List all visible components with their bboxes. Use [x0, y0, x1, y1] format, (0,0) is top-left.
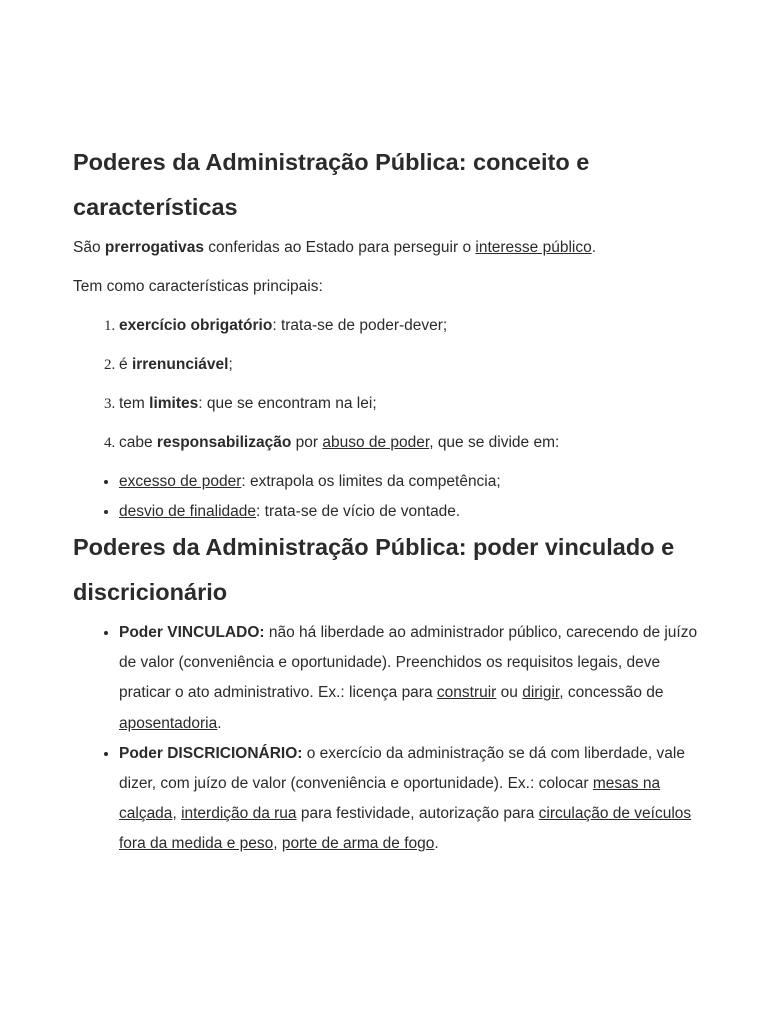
text-span: ou [496, 684, 523, 702]
abuso-list [73, 472, 703, 522]
list-item [119, 502, 703, 522]
text-span: , que se divide em: [429, 434, 560, 451]
link-desvio-de-finalidade[interactable]: desvio de finalidade [119, 503, 257, 520]
list-item [119, 739, 703, 860]
text-span: não há liberdade ao administrador público, carecendo de juízo de valor (conveniência e oportunidade). Preenchidos os requisitos legais, deve praticar o ato administrativo. Ex.: licença para [119, 624, 698, 702]
section-title-conceito: Poderes da Administração Pública: conceito e características [73, 149, 590, 220]
text-span: . [591, 239, 597, 256]
poderes-list [73, 618, 703, 860]
link-dirigir[interactable]: dirigir [522, 684, 560, 702]
text-span: conferidas ao Estado para perseguir o [203, 239, 476, 256]
link-aposentadoria[interactable]: aposentadoria [119, 714, 218, 732]
text-span: : trata-se de poder-dever; [272, 317, 448, 334]
link-porte-de-arma[interactable]: porte de arma de fogo [281, 835, 435, 853]
text-span: . [217, 714, 222, 732]
text-span: São [73, 239, 105, 256]
bold-term: Poder DISCRICIONÁRIO: [119, 744, 303, 762]
text-span: por [291, 434, 323, 451]
article-body [73, 140, 703, 860]
link-mesas-na-calcada[interactable]: mesas na calçada [119, 775, 661, 823]
link-interesse-publico[interactable]: interesse público [475, 239, 592, 256]
bold-term: Poder VINCULADO: [119, 624, 265, 641]
bold-term: prerrogativas [104, 239, 204, 256]
section-title-vinculado-discricionario: Poderes da Administração Pública: poder vinculado e discricionário [73, 534, 675, 605]
list-item [119, 316, 703, 336]
caracteristicas-label: Tem como características principais: [73, 278, 323, 295]
text-span: para festividade, autorização para [296, 805, 539, 823]
text-span: ; [228, 356, 233, 373]
bold-term: exercício obrigatório [119, 317, 273, 334]
text-span: , concessão de [559, 684, 664, 702]
text-span: : que se encontram na lei; [198, 395, 377, 412]
intro-paragraph [73, 238, 703, 258]
link-construir[interactable]: construir [436, 684, 497, 702]
text-span: é [119, 356, 132, 373]
link-interdicao-da-rua[interactable]: interdição da rua [181, 805, 297, 823]
text-span: : extrapola os limites da competência; [241, 473, 501, 490]
list-item [119, 472, 703, 492]
text-span: tem [119, 395, 150, 412]
section-two [73, 525, 703, 615]
link-circulacao-de-veiculos[interactable]: circulação de veículos fora da medida e peso [119, 805, 692, 853]
text-span: . [434, 835, 439, 853]
link-excesso-de-poder[interactable]: excesso de poder [119, 473, 242, 490]
list-item [119, 433, 703, 453]
text-span: , [273, 835, 282, 853]
list-item [119, 618, 703, 739]
link-abuso-de-poder[interactable]: abuso de poder [322, 434, 430, 451]
text-span: : trata-se de vício de vontade. [256, 503, 461, 520]
list-item [119, 394, 703, 414]
bold-term: limites [149, 395, 199, 412]
bold-term: irrenunciável [131, 356, 229, 373]
bold-term: responsabilização [156, 434, 292, 451]
text-span: o exercício da administração se dá com liberdade, vale dizer, com juízo de valor (conveniência e oportunidade). Ex.: colocar [119, 744, 685, 793]
caracteristicas-list [73, 316, 703, 453]
text-span: , [172, 805, 182, 823]
list-item [119, 355, 703, 375]
text-span: cabe [119, 434, 157, 451]
